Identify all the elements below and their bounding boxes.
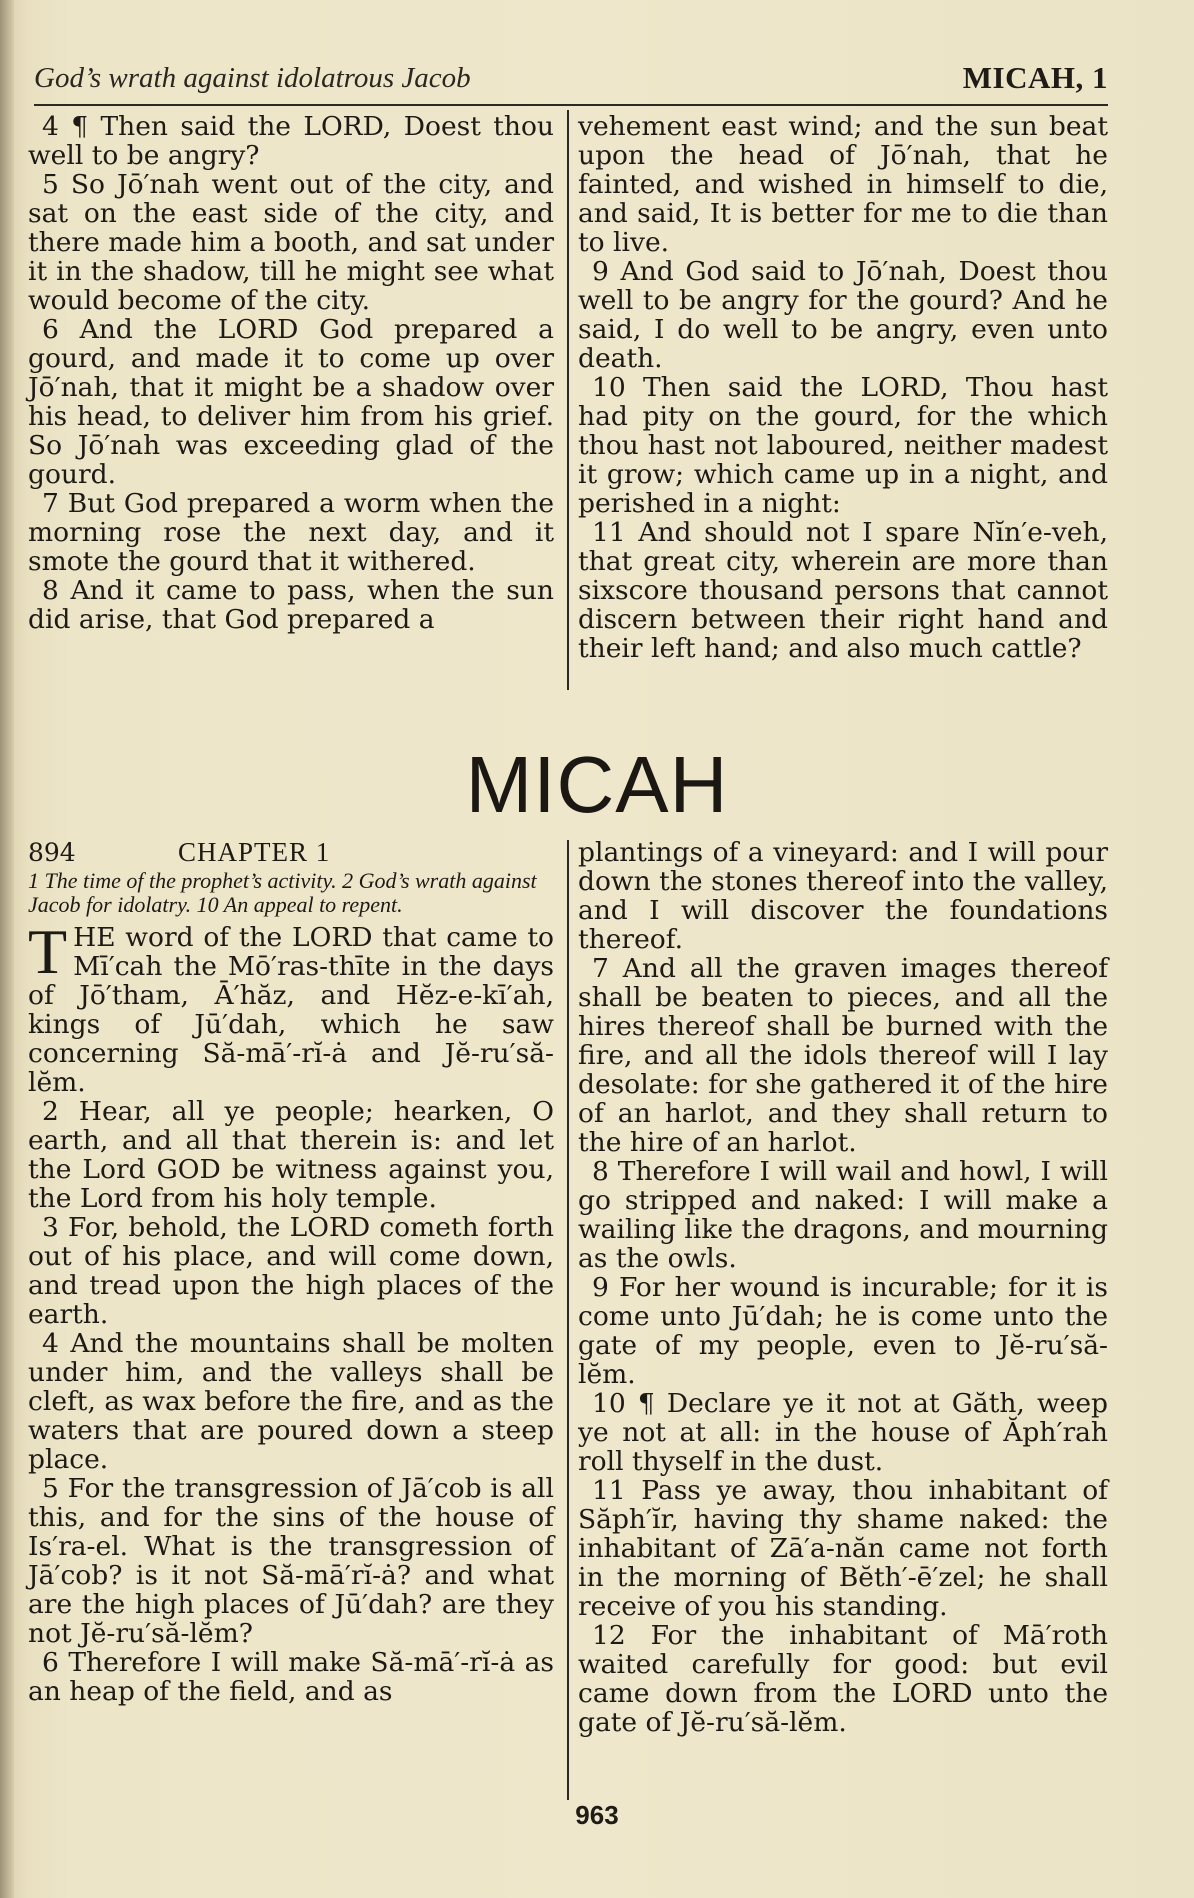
verse: 7 And all the graven images thereof shall be beaten to pieces, and all the hires thereof shall be burned with the fire, and all the idols thereof will I lay desolate: for she gathered it of the hire of an harlot, and they shall return to the hire of an harlot. (578, 953, 1108, 1158)
verse: 8 Therefore I will wail and howl, I will go stripped and naked: I will make a wailing like the dragons, and mourning as the owls. (578, 1156, 1108, 1274)
verse: 4 And the mountains shall be molten under him, and the valleys shall be cleft, as wax before the fire, and as the waters that are poured down a steep place. (28, 1328, 554, 1475)
column-rule-bottom (567, 840, 569, 1800)
verse: 11 And should not I spare Nĭn′e-veh, that great city, wherein are more than sixscore thousand persons that cannot discern between their right hand and their left hand; and also much cattle? (578, 517, 1108, 664)
verse: 6 Therefore I will make Să-mā′-rĭ-ȧ as an heap of the field, and as (28, 1647, 554, 1707)
book-title: MICAH (465, 740, 729, 829)
chapter-heading (28, 838, 554, 867)
header-rule (34, 104, 1108, 106)
verse: 9 And God said to Jō′nah, Doest thou well to be angry for the gourd? And he said, I do well to be angry, even unto death. (578, 256, 1108, 374)
verse: 4 ¶ Then said the LORD, Doest thou well to be angry? (28, 111, 554, 171)
verse: vehement east wind; and the sun beat upon the head of Jō′nah, that he fainted, and wished in himself to die, and said, It is better for me to die than to live. (578, 111, 1108, 258)
column-rule-top (567, 110, 569, 690)
running-head-left: God’s wrath against idolatrous Jacob (34, 61, 471, 94)
verse: 8 And it came to pass, when the sun did arise, that God prepared a (28, 575, 554, 635)
verse (28, 916, 554, 1098)
drop-cap: T (28, 916, 68, 987)
verse: 7 But God prepared a worm when the morning rose the next day, and it smote the gourd that it withered. (28, 488, 554, 577)
verse: 10 ¶ Declare ye it not at Găth, weep ye not at all: in the house of Ăph′rah roll thyself in the dust. (578, 1388, 1108, 1477)
running-head (34, 55, 1108, 101)
page-number: 963 (575, 1800, 619, 1830)
verse: 9 For her wound is incurable; for it is come unto Jū′dah; he is come unto the gate of my people, even to Jĕ-ru′să-lĕm. (578, 1272, 1108, 1390)
micah-column-left (28, 838, 554, 1706)
jonah-column-right (578, 112, 1108, 663)
chapter-summary: 1 The time of the prophet’s activity. 2 God’s wrath against Jacob for idolatry. 10 An appeal to repent. (28, 868, 537, 917)
verse: 10 Then said the LORD, Thou hast had pity on the gourd, for the which thou hast not laboured, neither madest it grow; which came up in a night, and perished in a night: (578, 372, 1108, 519)
verse: 11 Pass ye away, thou inhabitant of Săph′ĭr, having thy shame naked: the inhabitant of Zā′a-năn came not forth in the morning of Bĕth′-ē′zel; he shall receive of you his standing. (578, 1475, 1108, 1622)
verse: 3 For, behold, the LORD cometh forth out of his place, and will come down, and tread upon the high places of the earth. (28, 1212, 554, 1330)
verse: 5 So Jō′nah went out of the city, and sat on the east side of the city, and there made him a booth, and sat under it in the shadow, till he might see what would become of the city. (28, 169, 554, 316)
cross-reference-number: 894 (28, 838, 76, 867)
verse: 2 Hear, all ye people; hearken, O earth, and all that therein is: and let the Lord GOD be witness against you, the Lord from his holy temple. (28, 1096, 554, 1214)
verse: plantings of a vineyard: and I will pour down the stones thereof into the valley, and I will discover the foundations thereof. (578, 837, 1108, 955)
running-head-right: MICAH, 1 (962, 60, 1108, 95)
verse: 5 For the transgression of Jā′cob is all this, and for the sins of the house of Is′ra-el. What is the transgression of Jā′cob? is it not Să-mā′rĭ-ȧ? and what are the high places of Jū′dah? are they not Jĕ-ru′să-lĕm? (28, 1473, 554, 1649)
verse: 12 For the inhabitant of Mā′roth waited carefully for good: but evil came down from the LORD unto the gate of Jĕ-ru′să-lĕm. (578, 1620, 1108, 1738)
verse: 6 And the LORD God prepared a gourd, and made it to come up over Jō′nah, that it might be a shadow over his head, to deliver him from his grief. So Jō′nah was exceeding glad of the gourd. (28, 314, 554, 490)
verse-text: HE word of the LORD that came to Mī′cah the Mō′ras-thīte in the days of Jō′tham, Ā′hăz, and Hĕz-e-kī′ah, kings of Jū′dah, which he saw concerning Să-mā′-rĭ-ȧ and Jĕ-ru′să-lĕm. (28, 922, 554, 1098)
book-gutter (0, 0, 14, 1898)
chapter-title: CHAPTER 1 (178, 837, 331, 867)
micah-column-right (578, 838, 1108, 1737)
jonah-column-left (28, 112, 554, 634)
